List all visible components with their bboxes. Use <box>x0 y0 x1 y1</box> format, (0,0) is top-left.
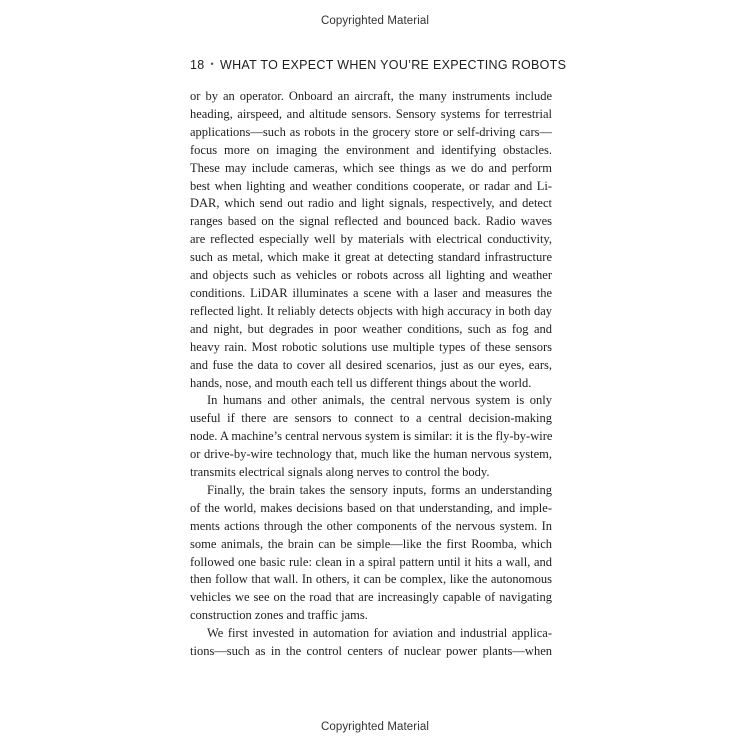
text-line: ments actions through the other components of the nervous system. In <box>190 518 552 533</box>
text-line: or drive-by-wire technology that, much like the human nervous system, <box>190 447 552 462</box>
page-number: 18 <box>190 58 205 72</box>
paragraph <box>190 625 552 661</box>
text-line: and fuse the data to cover all desired scenarios, just as our eyes, ears, <box>190 357 552 372</box>
text-line: Finally, the brain takes the sensory inputs, forms an understanding <box>207 482 552 497</box>
text-line: ranges based on the signal reflected and bounced back. Radio waves <box>190 214 552 229</box>
paragraph <box>190 88 552 392</box>
text-line: applications—such as robots in the grocery store or self-driving cars— <box>190 124 552 139</box>
text-line: These may include cameras, which see things as we do and perform <box>190 160 552 175</box>
text-line: vehicles we see on the road that are increasingly capable of navigating <box>190 590 552 605</box>
text-line: and night, but degrades in poor weather conditions, such as fog and <box>190 321 552 336</box>
text-line: then follow that wall. In others, it can be complex, like the autonomous <box>190 572 552 587</box>
paragraph <box>190 482 552 625</box>
text-line: We first invested in automation for aviation and industrial applica- <box>207 626 552 641</box>
running-header <box>190 58 567 72</box>
text-line: DAR, which send out radio and light signals, respectively, and detect <box>190 196 552 211</box>
copyright-watermark-top: Copyrighted Material <box>320 15 430 27</box>
text-line: construction zones and traffic jams. <box>190 608 368 623</box>
text-line: reflected light. It reliably detects objects with high accuracy in both day <box>190 303 552 318</box>
text-line: In humans and other animals, the central nervous system is only <box>207 393 552 408</box>
text-line: some animals, the brain can be simple—like the first Roomba, which <box>190 536 552 551</box>
text-line: such as metal, which make it great at detecting standard infrastructure <box>190 250 552 265</box>
text-line: or by an operator. Onboard an aircraft, the many instruments include <box>190 89 552 103</box>
book-title: WHAT TO EXPECT WHEN YOU’RE EXPECTING ROBOTS <box>219 58 567 72</box>
text-line: of the world, makes decisions based on that understanding, and imple- <box>190 500 552 515</box>
text-line: conditions. LiDAR illuminates a scene with a laser and measures the <box>190 285 552 300</box>
text-line: are reflected especially well by materials with electrical conductivity, <box>190 232 552 247</box>
text-line: focus more on imaging the environment and identifying obstacles. <box>190 142 552 157</box>
text-line: heavy rain. Most robotic solutions use multiple types of these sensors <box>190 339 552 354</box>
text-line: followed one basic rule: clean in a spiral pattern until it hits a wall, and <box>190 554 552 569</box>
text-line: transmits electrical signals along nerves to control the body. <box>190 465 490 480</box>
paragraph <box>190 392 552 482</box>
text-line: heading, airspeed, and altitude sensors. Sensory systems for terrestrial <box>190 106 552 121</box>
text-line: useful if there are sensors to connect to a central decision-making <box>190 411 552 426</box>
body-text <box>190 88 552 661</box>
header-separator: • <box>210 59 214 69</box>
text-line: best when lighting and weather conditions cooperate, or radar and Li- <box>190 178 552 193</box>
text-line: tions—such as in the control centers of nuclear power plants—when <box>190 644 552 659</box>
text-line: and objects such as vehicles or robots across all lighting and weather <box>190 268 552 283</box>
copyright-watermark-bottom: Copyrighted Material <box>320 721 430 733</box>
text-line: hands, nose, and mouth each tell us different things about the world. <box>190 375 532 390</box>
text-line: node. A machine’s central nervous system is similar: it is the fly-by-wire <box>190 429 553 444</box>
